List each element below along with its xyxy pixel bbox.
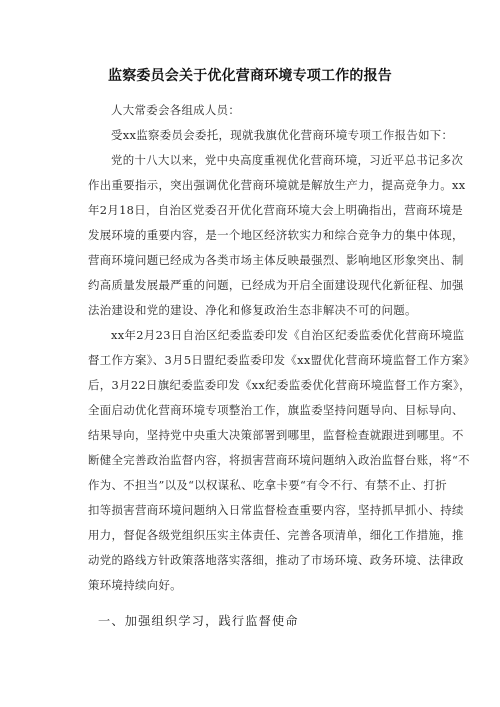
section-heading: 一、加强组织学习，践行监督使命 <box>98 614 299 628</box>
paragraph-3-line: 断健全完善政治监督内容，将损害营商环境问题纳入政治监督台账，将“不 <box>88 453 470 467</box>
paragraph-2-line: 作出重要指示，突出强调优化营商环境就是解放生产力，提高竞争力。xx <box>88 178 466 192</box>
paragraph-3-line: 作为、不担当”以及“以权谋私、吃拿卡要“有令不行、有禁不止、打折 <box>88 478 447 492</box>
paragraph-2-line: 发展环境的重要内容，是一个地区经济软实力和综合竞争力的集中体现， <box>88 228 464 242</box>
paragraph-3-line: 用力，督促各级党组织压实主体责任、完善各项清单，细化工作措施，推 <box>88 528 464 542</box>
paragraph-2-line: 约高质量发展最严重的问题，已经成为开启全面建设现代化新征程、加强 <box>88 278 464 292</box>
paragraph-3-line: 策环境持续向好。 <box>88 578 182 592</box>
salutation: 人大常委会各组成人员： <box>111 103 241 117</box>
paragraph-1-line: 受xx监察委员会委托，现就我旗优化营商环境专项工作报告如下： <box>111 128 454 142</box>
paragraph-3-line: 督工作方案》、3月5日盟纪委监委印发《xx盟优化营商环境监督工作方案》 <box>88 353 476 367</box>
paragraph-2-line: 党的十八大以来，党中央高度重视优化营商环境，习近平总书记多次 <box>111 153 464 167</box>
paragraph-2-line: 营商环境问题已经成为各类市场主体反映最强烈、影响地区形象突出、制 <box>88 253 464 267</box>
paragraph-3-line: 后，3月22日旗纪委监委印发《xx纪委监委优化营商环境监督工作方案》， <box>88 378 471 392</box>
paragraph-2-line: 法治建设和党的建设、净化和修复政治生态非解决不可的问题。 <box>88 303 417 317</box>
paragraph-3-line: 动党的路线方针政策落地落实落细，推动了市场环境、政务环境、法律政 <box>88 553 464 567</box>
paragraph-3-line: 扣等损害营商环境问题纳入日常监督检查重要内容，坚持抓早抓小、持续 <box>88 503 464 517</box>
paragraph-3-line: 结果导向，坚持党中央重大决策部署到哪里，监督检查就跟进到哪里。不 <box>88 428 464 442</box>
paragraph-2-line: 年2月18日，自治区党委召开优化营商环境大会上明确指出，营商环境是 <box>88 203 464 217</box>
document-title: 监察委员会关于优化营商环境专项工作的报告 <box>108 68 392 84</box>
paragraph-3-line: xx年2月23日自治区纪委监委印发《自治区纪委监委优化营商环境监 <box>111 328 465 342</box>
paragraph-3-line: 全面启动优化营商环境专项整治工作，旗监委坚持问题导向、目标导向、 <box>88 403 464 417</box>
